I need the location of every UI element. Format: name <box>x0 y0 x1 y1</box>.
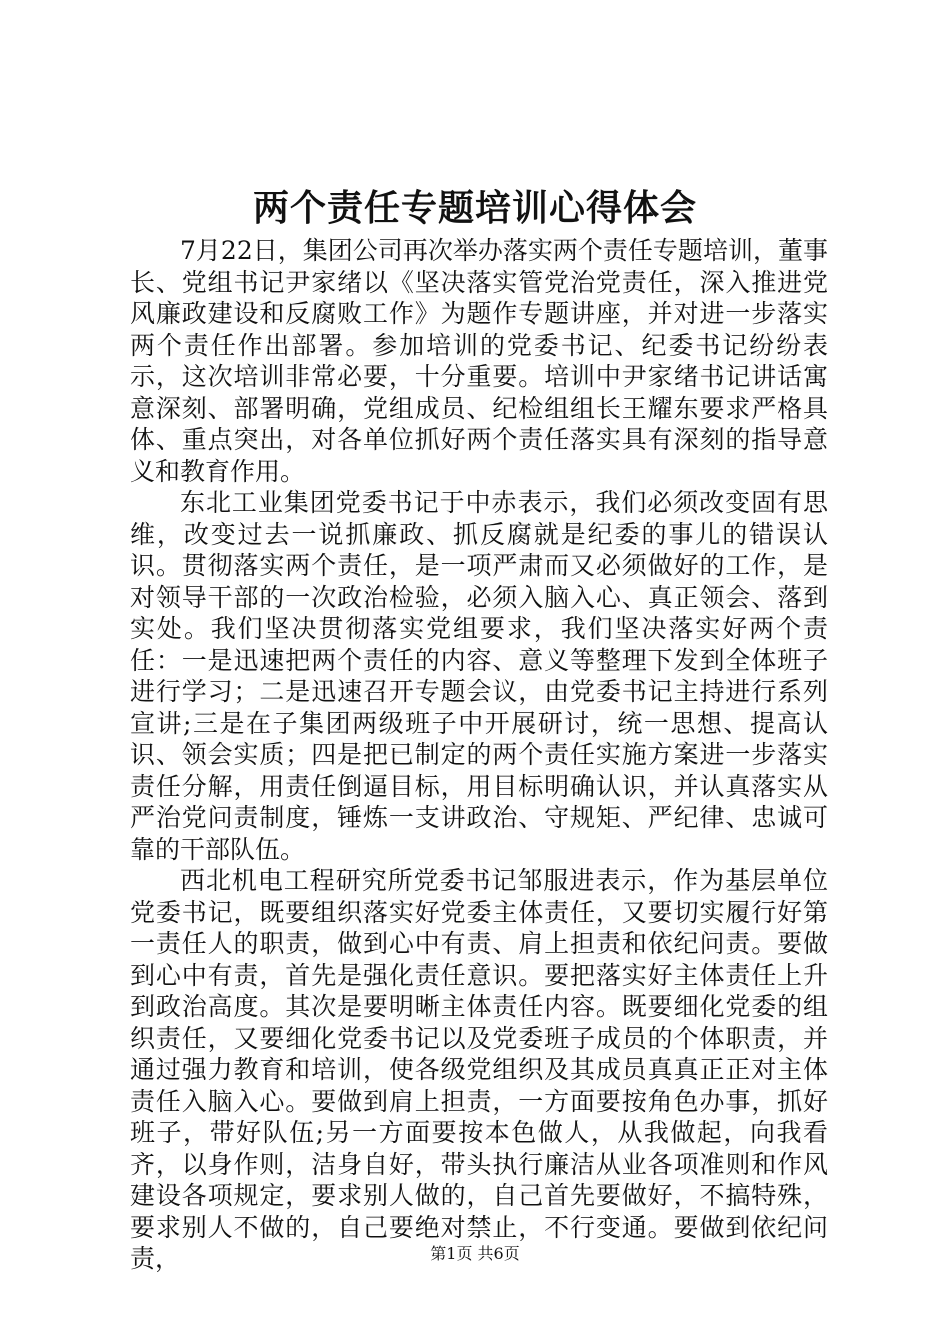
paragraph-2: 东北工业集团党委书记于中赤表示，我们必须改变固有思维，改变过去一说抓廉政、抓反腐就是纪委的事儿的错误认识。贯彻落实两个责任，是一项严肃而又必须做好的工作，是对领导干部的一次政治检验，必须入脑入心、真正领会、落到实处。我们坚决贯彻落实党组要求，我们坚决落实好两个责任：一是迅速把两个责任的内容、意义等整理下发到全体班子进行学习；二是迅速召开专题会议，由党委书记主持进行系列宣讲;三是在子集团两级班子中开展研讨，统一思想、提高认识、领会实质；四是把已制定的两个责任实施方案进一步落实责任分解，用责任倒逼目标，用目标明确认识，并认真落实从严治党问责制度，锤炼一支讲政治、守规矩、严纪律、忠诚可靠的干部队伍。 <box>130 488 828 864</box>
paragraph-3: 西北机电工程研究所党委书记邹服进表示，作为基层单位党委书记，既要组织落实好党委主体责任，又要切实履行好第一责任人的职责，做到心中有责、肩上担责和依纪问责。要做到心中有责，首先是强化责任意识。要把落实好主体责任上升到政治高度。其次是要明晰主体责任内容。既要细化党委的组织责任，又要细化党委书记以及党委班子成员的个体职责，并通过强力教育和培训，使各级党组织及其成员真真正正对主体责任入脑入心。要做到肩上担责，一方面要按角色办事，抓好班子，带好队伍;另一方面要按本色做人，从我做起，向我看齐，以身作则，洁身自好，带头执行廉洁从业各项准则和作风建设各项规定，要求别人做的，自己首先要做好，不搞特殊，要求别人不做的，自己要绝对禁止，不行变通。要做到依纪问责， <box>130 866 828 1273</box>
document-body <box>130 235 828 1275</box>
paragraph-1: 7月22日，集团公司再次举办落实两个责任专题培训，董事长、党组书记尹家绪以《坚决落实管党治党责任，深入推进党风廉政建设和反腐败工作》为题作专题讲座，并对进一步落实两个责任作出部署。参加培训的党委书记、纪委书记纷纷表示，这次培训非常必要，十分重要。培训中尹家绪书记讲话寓意深刻、部署明确，党组成员、纪检组组长王耀东要求严格具体、重点突出，对各单位抓好两个责任落实具有深刻的指导意义和教育作用。 <box>130 236 828 486</box>
page-number-footer: 第1页 共6页 <box>430 1244 520 1263</box>
document-title: 两个责任专题培训心得体会 <box>252 187 697 229</box>
